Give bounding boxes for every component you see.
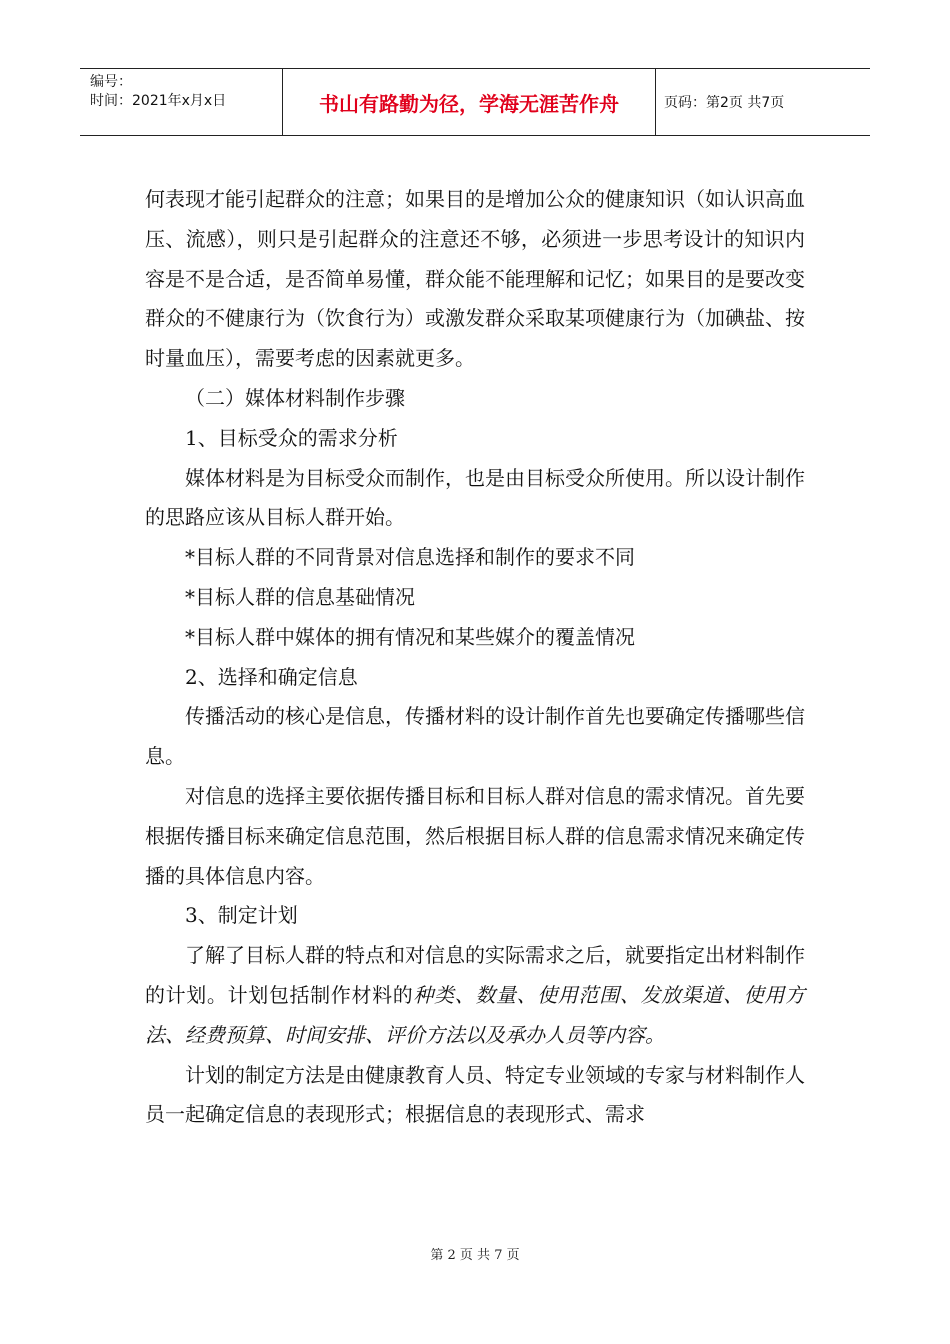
section-heading: （二）媒体材料制作步骤 <box>185 385 405 410</box>
bullet-item: *目标人群的信息基础情况 <box>185 584 415 609</box>
paragraph: 传播活动的核心是信息，传播材料的设计制作首先也要确定传播哪些信息。 <box>145 704 805 769</box>
header-meta <box>80 69 283 135</box>
subheading-1: 1、目标受众的需求分析 <box>185 425 398 450</box>
bullet-item: *目标人群中媒体的拥有情况和某些媒介的覆盖情况 <box>185 624 635 649</box>
paragraph: 媒体材料是为目标受众而制作，也是由目标受众所使用。所以设计制作的思路应该从目标人群开始。 <box>145 465 805 530</box>
subheading-3: 3、制定计划 <box>185 903 298 928</box>
paragraph-italic-text: 种类、数量、使用范围、发放渠道、使用方法、经费预算、时间安排、评价方法以及承办人员等内容。 <box>145 982 806 1047</box>
page-footer: 第 2 页 共 7 页 <box>430 1248 520 1263</box>
header-page-number: 页码：第2页 共7页 <box>664 95 785 111</box>
page-header <box>80 68 870 136</box>
document-body <box>145 180 805 1135</box>
document-time-label: 时间：2021年x月x日 <box>90 93 227 109</box>
header-motto: 书山有路勤为径，学海无涯苦作舟 <box>283 69 656 135</box>
paragraph: 对信息的选择主要依据传播目标和目标人群对信息的需求情况。首先要根据传播目标来确定信息范围，然后根据目标人群的信息需求情况来确定传播的具体信息内容。 <box>145 783 805 888</box>
document-number-label: 编号： <box>90 74 132 90</box>
paragraph-text: 了解了目标人群的特点和对信息的实际需求之后，就要指定出材料制作的计划。计划包括制作材料的 <box>145 943 805 1007</box>
paragraph: 计划的制定方法是由健康教育人员、特定专业领域的专家与材料制作人员一起确定信息的表现形式；根据信息的表现形式、需求 <box>145 1062 805 1127</box>
subheading-2: 2、选择和确定信息 <box>185 664 358 689</box>
paragraph <box>145 936 805 1055</box>
bullet-item: *目标人群的不同背景对信息选择和制作的要求不同 <box>185 545 635 570</box>
paragraph-continued: 何表现才能引起群众的注意；如果目的是增加公众的健康知识（如认识高血压、流感），则只是引起群众的注意还不够，必须进一步思考设计的知识内容是不是合适，是否简单易懂，群众能不能理解和记忆；如果目的是要改变群众的不健康行为（饮食行为）或激发群众采取某项健康行为（加碘盐、按时量血压），需要考虑的因素就更多。 <box>145 187 805 371</box>
